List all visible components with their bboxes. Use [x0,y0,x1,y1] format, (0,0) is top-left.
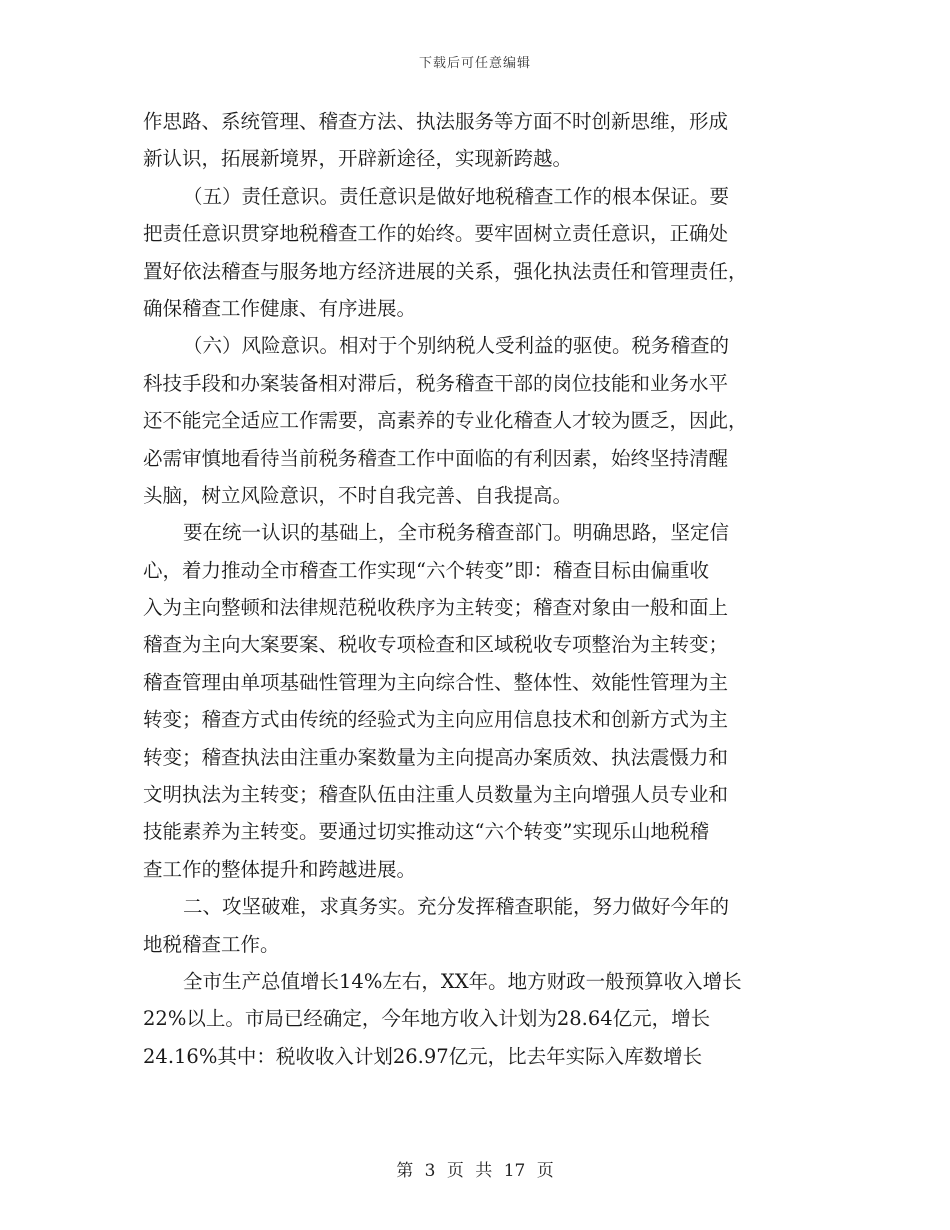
text-line: 技能素养为主转变。要通过切实推动这“六个转变”实现乐山地税稽 [143,820,709,844]
document-body [143,103,807,1075]
text-line: 心，着力推动全市稽查工作实现“六个转变”即：稽查目标由偏重收 [143,558,709,582]
text-line: 文明执法为主转变；稽查队伍由注重人员数量为主向增强人员专业和 [143,783,729,807]
text-line: 必需审慎地看待当前税务稽查工作中面临的有利因素，始终坚持清醒 [143,446,729,470]
page-header: 下载后可任意编辑 [418,56,531,71]
text-line: 全市生产总值增长14%左右，XX年。地方财政一般预算收入增长 [183,969,742,993]
text-line: 稽查管理由单项基础性管理为主向综合性、整体性、效能性管理为主 [143,670,729,694]
page-number-footer: 第 3 页 共 17 页 [396,1161,554,1181]
text-line: 二、攻坚破难，求真务实。充分发挥稽查职能，努力做好今年的 [183,895,730,919]
text-line: 22%以上。市局已经确定，今年地方收入计划为28.64亿元，增长 [143,1007,711,1031]
text-line: 查工作的整体提升和跨越进展。 [143,857,417,881]
text-line: 把责任意识贯穿地税稽查工作的始终。要牢固树立责任意识，正确处 [143,222,729,246]
text-line: 转变；稽查执法由注重办案数量为主向提高办案质效、执法震慑力和 [143,745,729,769]
text-line: 科技手段和办案装备相对滞后，税务稽查干部的岗位技能和业务水平 [143,371,729,395]
text-line: （五）责任意识。责任意识是做好地税稽查工作的根本保证。要 [183,184,730,208]
text-line: （六）风险意识。相对于个别纳税人受利益的驱使。税务稽查的 [183,334,730,358]
text-line: 头脑，树立风险意识，不时自我完善、自我提高。 [143,483,573,507]
text-line: 要在统一认识的基础上，全市税务稽查部门。明确思路，坚定信 [183,521,730,545]
text-line: 地税稽查工作。 [143,932,280,956]
text-line: 还不能完全适应工作需要，高素养的专业化稽查人才较为匮乏，因此， [143,409,748,433]
text-line: 转变；稽查方式由传统的经验式为主向应用信息技术和创新方式为主 [143,708,729,732]
text-line: 确保稽查工作健康、有序进展。 [143,296,417,320]
text-line: 新认识，拓展新境界，开辟新途径，实现新跨越。 [143,147,573,171]
text-line: 24.16%其中：税收收入计划26.97亿元，比去年实际入库数增长 [143,1044,703,1068]
text-line: 作思路、系统管理、稽查方法、执法服务等方面不时创新思维，形成 [143,110,729,133]
text-line: 稽查为主向大案要案、税收专项检查和区域税收专项整治为主转变； [143,633,729,657]
text-line: 入为主向整顿和法律规范税收秩序为主转变；稽查对象由一般和面上 [143,596,729,620]
text-line: 置好依法稽查与服务地方经济进展的关系，强化执法责任和管理责任， [143,259,748,283]
